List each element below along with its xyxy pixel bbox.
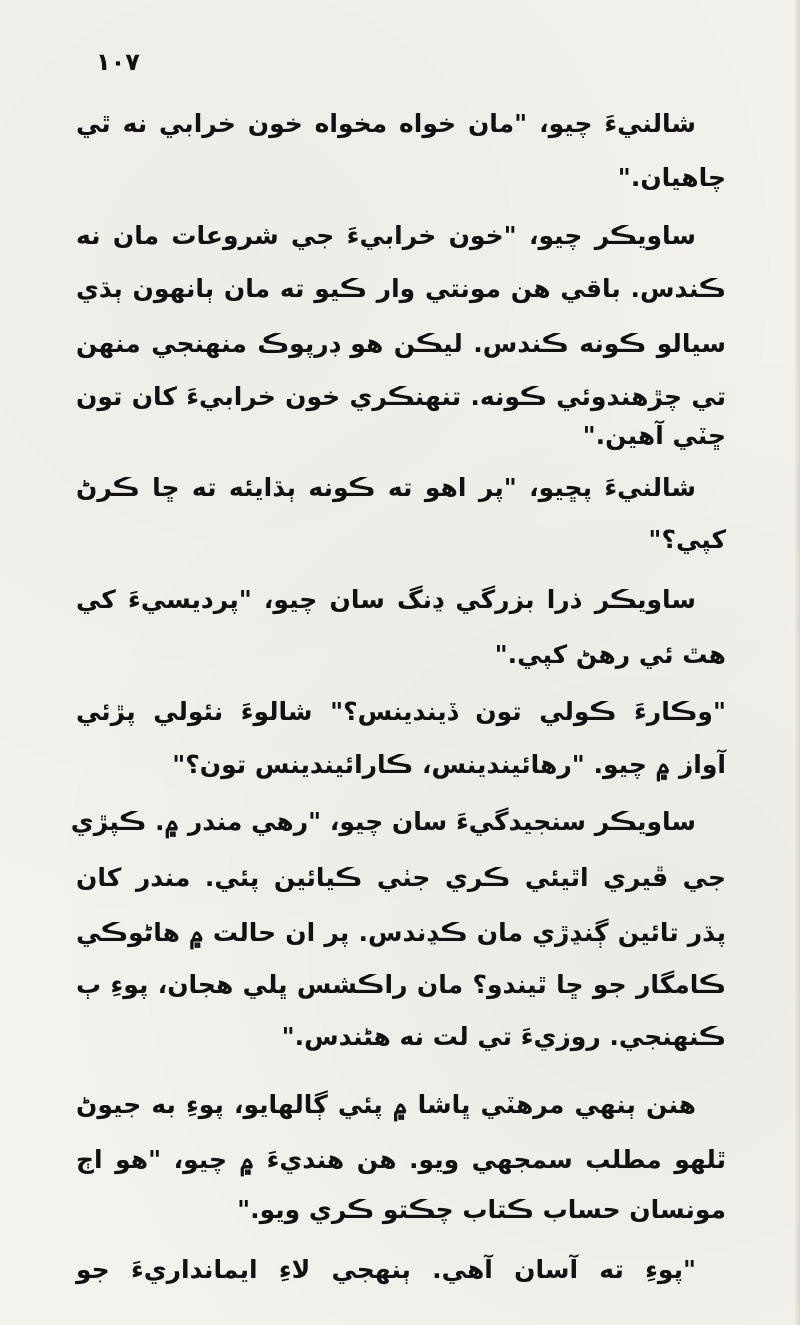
text-line: شالنيءَ پڇيو، "پر اهو ته ڪونه ٻڌايئه ته ڇا ڪرڻ	[76, 473, 696, 502]
text-line: "وڪارءَ ڪولي تون ڏيندينس؟" شالوءَ نئولي پڙئي	[76, 697, 726, 726]
text-line: ڪندس. باقي هن مونتي وار ڪيو ته مان ٻانهون ٻڌي	[76, 274, 726, 303]
text-line: ڪنهنجي. روزيءَ تي لت نه هڻندس."	[281, 1022, 726, 1051]
text-line: هٿ ئي رهڻ کپي."	[494, 640, 726, 669]
text-line: جي ڦيري اٿيئي ڪري جٺي ڪيائين پئي. مندر کان	[76, 863, 726, 892]
text-line: هنن ٻنهي مرهٽي ڀاشا ۾ پئي ڳالهايو، پوءِ به جيوڻ	[76, 1090, 696, 1119]
text-line: ساويڪر سنجيدگيءَ سان چيو، "رهي مندر ۾. ڪپڙي	[70, 807, 696, 836]
text-line: ساويڪر ذرا بزرگي ڍنگ سان چيو، "پرديسيءَ کي	[76, 585, 696, 614]
text-line: مونسان حساب ڪتاب چڪتو ڪري ويو."	[237, 1195, 726, 1224]
text-line: "پوءِ ته آسان آهي. ٻنهجي لاءِ ايمانداريءَ جو	[76, 1255, 696, 1284]
text-line: ساويڪر چيو، "خون خرابيءَ جي شروعات مان نه	[76, 221, 696, 250]
text-line: پڌر تائين ڳنڍڙي مان ڪڍندس. پر ان حالت ۾ هاڻوڪي	[76, 918, 726, 947]
text-line: شالنيءَ چيو، "مان خواه مخواه خون خرابي نه ٿي	[76, 109, 696, 138]
text-line: ٿلهو مطلب سمجهي ويو. هن هنديءَ ۾ چيو، "هو اڄ	[76, 1145, 726, 1174]
page-number: ١٠٧	[96, 48, 140, 76]
page-edge-shadow	[794, 0, 800, 1325]
text-line: ڇٽي آهين."	[582, 421, 726, 450]
text-line: چاهيان."	[617, 163, 726, 192]
text-line: ڪامگار جو ڇا ٿيندو؟ مان راڪشس ڀلي هجان، پوءِ ٻ	[76, 970, 726, 999]
text-line: کپي؟"	[648, 525, 726, 554]
text-line: آواز ۾ چيو. "رهائيندينس، ڪارائيندينس تون؟"	[172, 750, 726, 779]
text-line: سيالو ڪونه ڪندس. ليڪن هو ڊرپوڪ منهنجي منهن	[76, 329, 726, 358]
text-line: تي چڙهندوئي ڪونه. تنهنڪري خون خرابيءَ کان تون	[76, 382, 726, 411]
